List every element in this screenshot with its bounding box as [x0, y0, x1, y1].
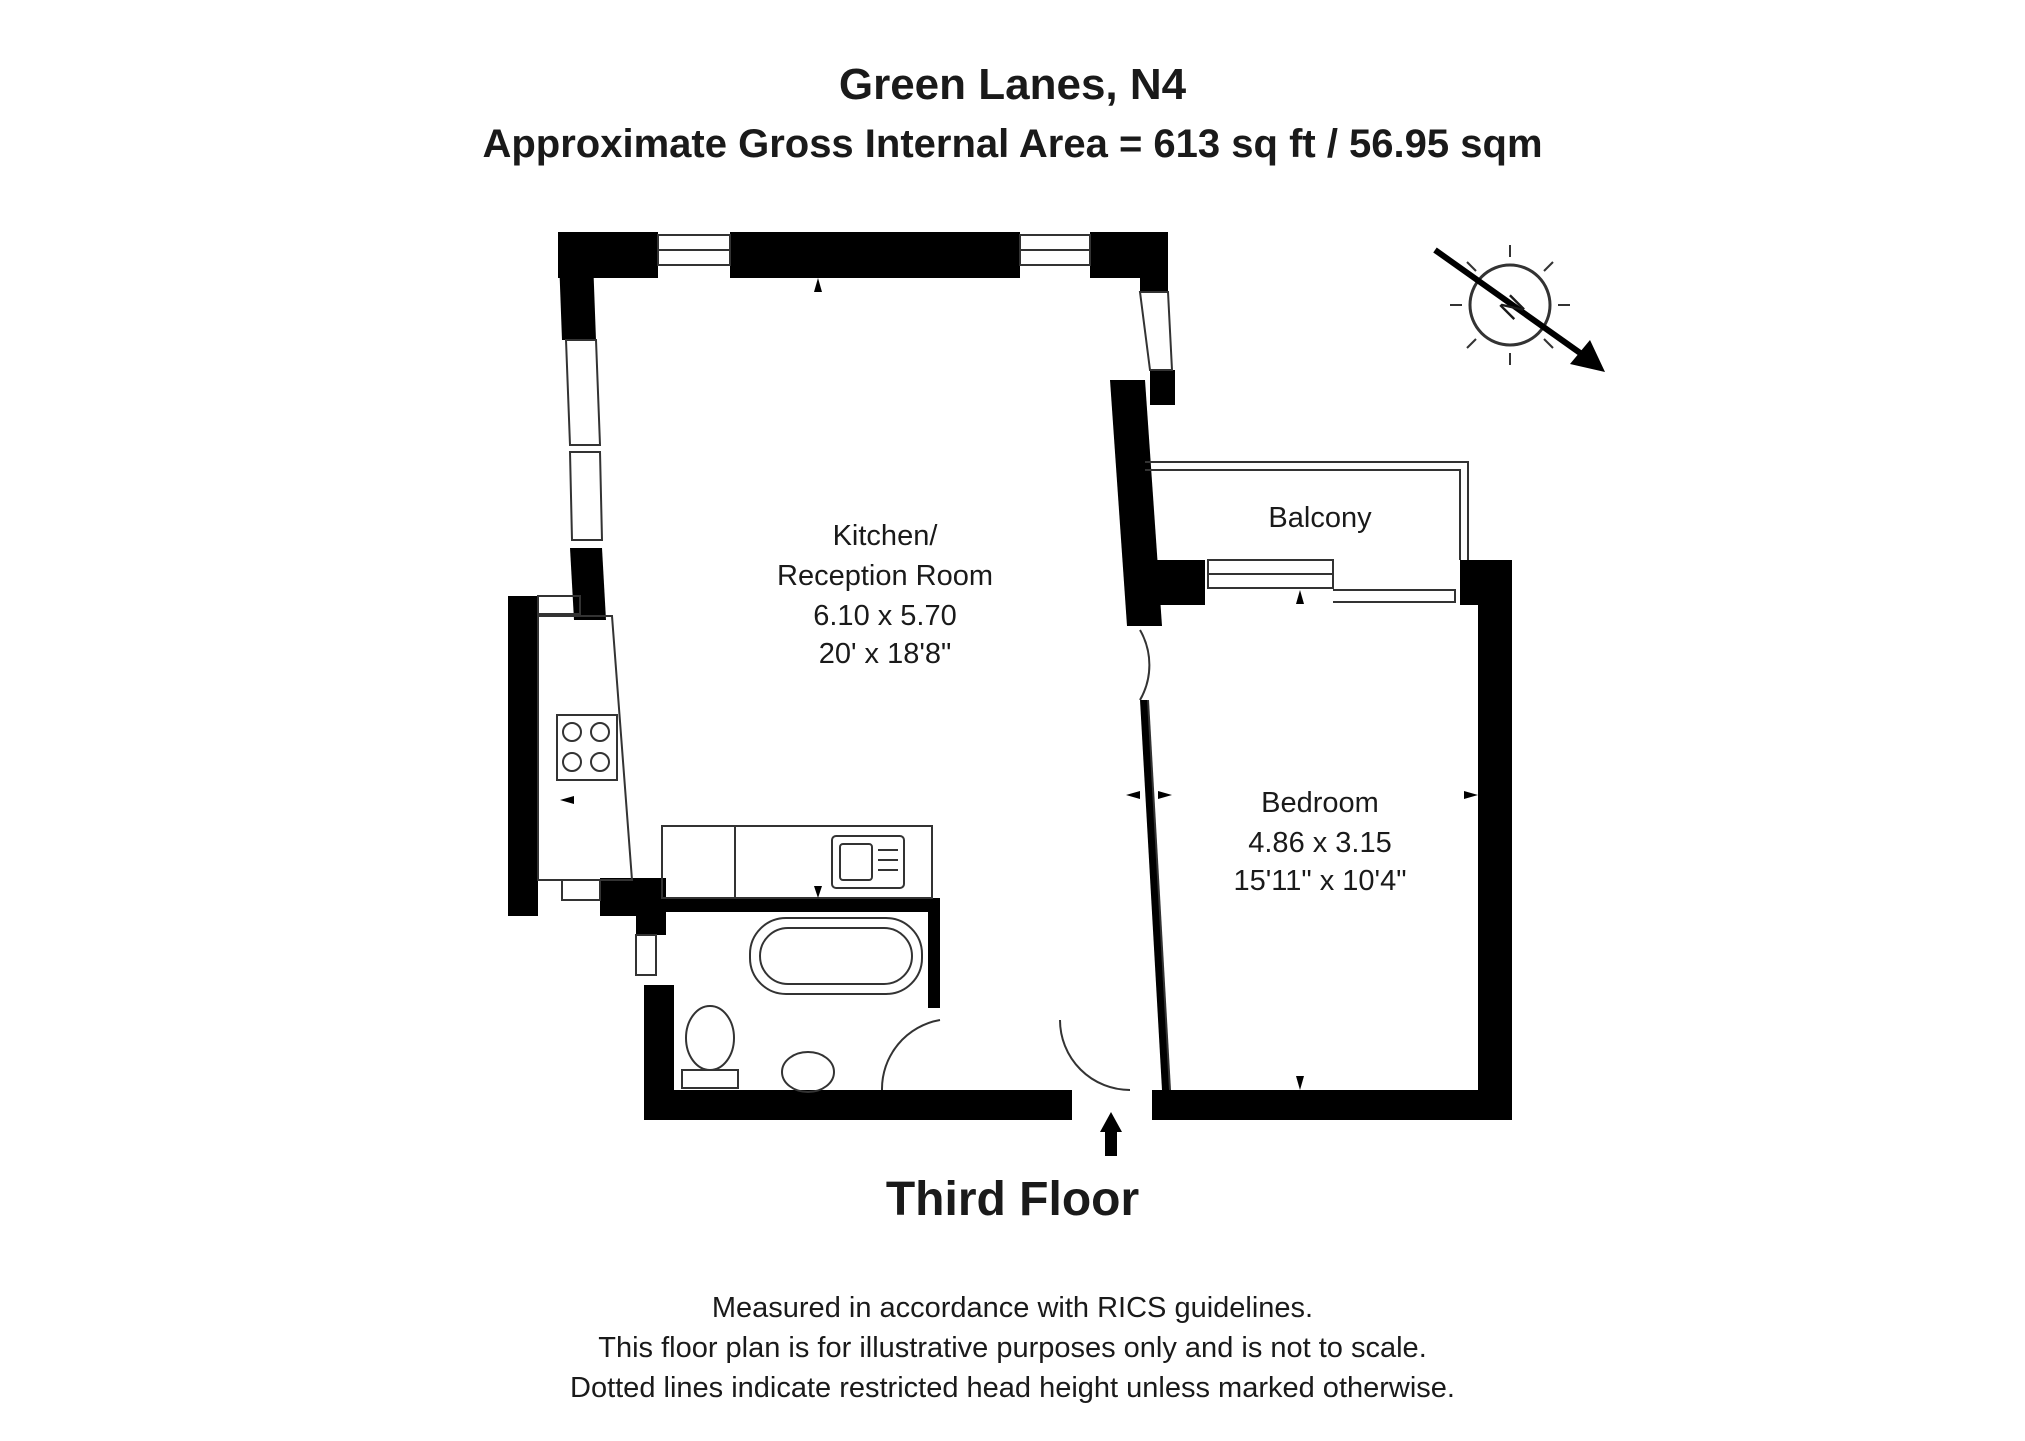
toilet-icon — [682, 1006, 738, 1088]
wall — [508, 596, 538, 616]
door-swing — [1140, 630, 1149, 700]
balcony-label: Balcony — [1268, 502, 1372, 534]
entrance-arrow-icon — [1100, 1112, 1122, 1156]
wall — [558, 232, 596, 340]
wall — [928, 898, 940, 1008]
wall — [1460, 560, 1512, 605]
north-arrow-icon — [1435, 245, 1605, 372]
wall — [644, 1090, 1072, 1120]
wall — [1140, 700, 1170, 1090]
basin-icon — [782, 1052, 834, 1092]
sink-icon — [832, 836, 904, 888]
bedroom-label: Bedroom — [1261, 787, 1379, 819]
wall — [1140, 232, 1168, 292]
disclaimer-line: This floor plan is for illustrative purposes only and is not to scale. — [598, 1332, 1427, 1364]
wall — [1150, 370, 1175, 405]
kitchen-dimensions-imperial: 20' x 18'8" — [818, 638, 952, 670]
kitchen-label-line2: Reception Room — [777, 560, 993, 592]
wall — [1145, 560, 1205, 605]
wall — [730, 232, 1020, 278]
disclaimer-line: Dotted lines indicate restricted head height unless marked otherwise. — [570, 1372, 1455, 1404]
north-letter: N — [1494, 289, 1532, 327]
kitchen-dimensions-metric: 6.10 x 5.70 — [813, 600, 957, 632]
walls — [508, 232, 1512, 1120]
door-swing — [1060, 1020, 1130, 1090]
window-lines — [538, 235, 1468, 1090]
wall — [1478, 560, 1512, 1120]
gross-area: Approximate Gross Internal Area = 613 sq ft / 56.95 sqm — [482, 122, 1543, 166]
bath-icon — [750, 918, 922, 994]
kitchen-label-line1: Kitchen/ — [832, 520, 938, 552]
wall — [570, 548, 606, 620]
bedroom-dimensions-metric: 4.86 x 3.15 — [1248, 827, 1392, 859]
floor-label: Third Floor — [885, 1173, 1140, 1226]
bedroom-dimensions-imperial: 15'11" x 10'4" — [1233, 865, 1407, 897]
room-labels — [777, 502, 1407, 897]
wall — [662, 898, 940, 912]
door-swing — [882, 1020, 940, 1090]
plan-title: Green Lanes, N4 — [838, 60, 1187, 109]
dimension-markers — [560, 278, 1478, 1090]
disclaimer-line: Measured in accordance with RICS guidelines. — [711, 1292, 1314, 1324]
wall — [636, 905, 666, 935]
wall — [508, 596, 538, 916]
wall — [1152, 1090, 1512, 1120]
